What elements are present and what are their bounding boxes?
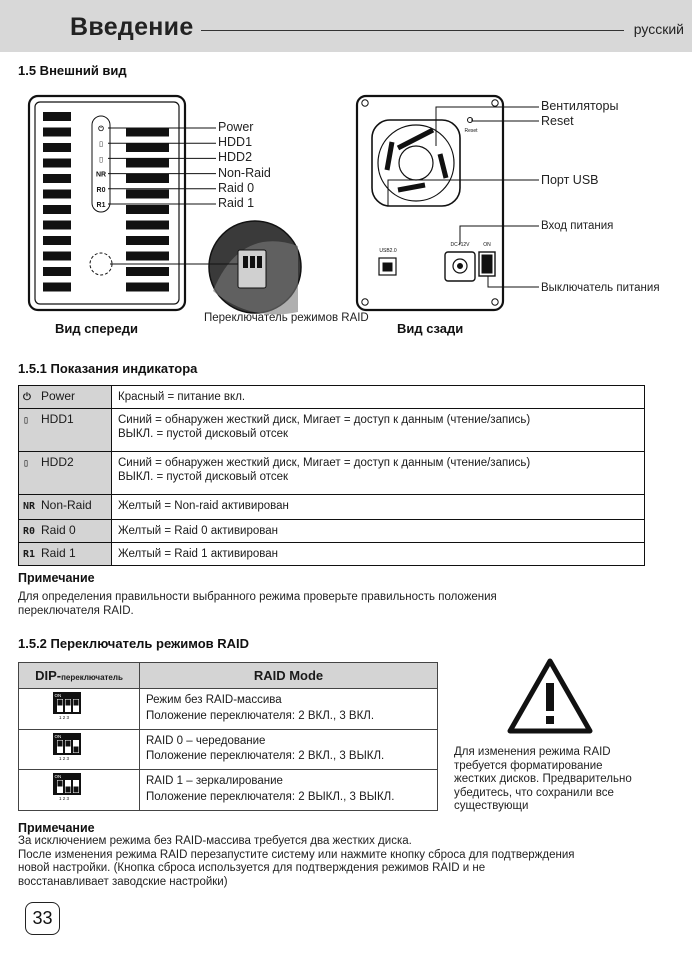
- dip-number-text: 1 2 3: [59, 796, 70, 801]
- indicator-desc-line: Желтый = Raid 0 активирован: [118, 525, 279, 537]
- indicator-name: Non-Raid: [41, 498, 92, 512]
- dip-header-text: DIP-: [35, 668, 62, 683]
- warning-line: Для изменения режима RAID: [454, 746, 611, 758]
- table-row: [19, 386, 645, 409]
- hdd1-icon: ▯: [23, 415, 30, 426]
- indicator-label: [19, 520, 112, 543]
- front-callout-label: Power: [218, 120, 254, 134]
- dip-lever: [66, 740, 71, 746]
- dip-switch-icon: [53, 773, 83, 801]
- vent-slot: [126, 252, 169, 261]
- indicator-desc: [112, 386, 645, 409]
- warning-line: убедитесь, что сохранили все: [454, 786, 614, 799]
- dip-switch-icon: [53, 733, 83, 761]
- vent-slot: [43, 159, 71, 168]
- indicator-label: [19, 543, 112, 566]
- power-icon: ⏻: [23, 392, 31, 403]
- dip-switch-cell: [19, 770, 140, 811]
- dip-lever: [66, 700, 71, 706]
- rear-on-small-label: ON: [483, 242, 491, 248]
- switch-position: Положение переключателя: 2 ВКЛ., 3 ВЫКЛ.: [146, 750, 385, 763]
- vent-slot: [43, 143, 71, 152]
- note-line: За исключением режима без RAID-массива требуется два жестких диска.: [18, 835, 412, 847]
- indicator-name: Raid 1: [41, 546, 76, 560]
- vent-slot: [126, 128, 169, 137]
- front-callout-label: HDD2: [218, 150, 253, 165]
- warning-icon: [506, 657, 594, 737]
- indicator-desc: [112, 409, 645, 452]
- vent-slot: [43, 174, 71, 183]
- table-row: [19, 729, 438, 770]
- indicator-desc: [112, 495, 645, 520]
- raid-note-text: [18, 835, 574, 889]
- dip-lever: [66, 787, 71, 793]
- indicator-name: Raid 0: [41, 523, 76, 537]
- indicator-desc-line: Синий = обнаружен жесткий диск, Мигает = доступ к данным (чтение/запись): [118, 457, 531, 469]
- page-number: 33: [25, 902, 60, 935]
- indicator-label: [19, 452, 112, 495]
- indicator-desc: [112, 520, 645, 543]
- dip-on-text: ON: [54, 693, 62, 698]
- section-raid-title: 1.5.2 Переключатель режимов RAID: [18, 636, 250, 651]
- mode-name: RAID 1 – зеркалирование: [146, 775, 283, 788]
- note-line: Для определения правильности выбранного режима проверьте правильность положения: [18, 591, 497, 603]
- dip-switch-cell: [19, 689, 140, 730]
- rear-reset-small-label: Reset: [464, 128, 478, 134]
- indicator-note-title: Примечание: [18, 571, 95, 585]
- dip-number-text: 1 2 3: [59, 755, 70, 761]
- indicator-desc-line: Желтый = Non-raid активирован: [118, 500, 289, 512]
- page-header: [0, 0, 692, 52]
- vent-slot: [126, 190, 169, 199]
- indicator-desc: [112, 452, 645, 495]
- dip-number-text: 1 2 3: [59, 715, 70, 720]
- indicator-note-text: [18, 591, 497, 618]
- rear-view-caption: Вид сзади: [397, 321, 464, 336]
- dip-switch-icon: [53, 692, 83, 720]
- vent-slot: [126, 236, 169, 245]
- front-callout-label: Raid 0: [218, 180, 255, 195]
- warning-line: требуется форматирование: [454, 759, 603, 772]
- vent-slot: [43, 252, 71, 261]
- note-line: переключателя RAID.: [18, 604, 134, 617]
- dip-lever: [58, 740, 63, 746]
- indicator-table: [18, 385, 645, 566]
- table-row: [19, 520, 645, 543]
- warning-line: жестких дисков. Предварительно: [454, 773, 632, 786]
- front-led-icon: R1: [96, 202, 106, 209]
- table-row: [19, 689, 438, 730]
- rear-callout-power-switch: Выключатель питания: [541, 282, 660, 294]
- table-header-row: [19, 663, 438, 689]
- rear-dc-small-label: DC+12V: [450, 242, 470, 248]
- mode-desc-cell: [140, 729, 438, 770]
- front-view-caption: Вид спереди: [55, 321, 138, 336]
- vent-slot: [126, 143, 169, 152]
- dip-lever: [58, 700, 63, 706]
- dip-on-text: ON: [54, 733, 62, 739]
- table-row: [19, 452, 645, 495]
- header-language: русский: [633, 21, 684, 37]
- vent-slot: [126, 205, 169, 214]
- section-exterior-title: 1.5 Внешний вид: [18, 63, 127, 78]
- raid0-icon: R0: [23, 526, 36, 537]
- rear-callout-fans: Вентиляторы: [541, 99, 619, 113]
- front-led-icon: ▯: [99, 141, 103, 149]
- dip-lever: [58, 781, 63, 787]
- vent-slot: [43, 221, 71, 230]
- note-line: После изменения режима RAID перезапустите систему или нажмите кнопку сброса для подтверждения: [18, 848, 575, 861]
- indicator-name: HDD1: [41, 412, 74, 426]
- header-title: Введение: [70, 13, 194, 41]
- table-row: [19, 409, 645, 452]
- table-row: [19, 543, 645, 566]
- vent-slot: [126, 174, 169, 183]
- rear-callout-power-input: Вход питания: [541, 220, 614, 232]
- vent-slot: [126, 283, 169, 292]
- warning-line: существующи: [454, 800, 529, 813]
- vent-slot: [43, 190, 71, 199]
- note-line: восстанавливает заводские настройки): [18, 875, 228, 888]
- dip-lever: [74, 787, 79, 793]
- mode-desc-cell: [140, 770, 438, 811]
- vent-slot: [126, 159, 169, 168]
- indicator-label: [19, 386, 112, 409]
- front-callout-label: Raid 1: [218, 196, 255, 210]
- dip-column-header: [19, 663, 140, 689]
- vent-slot: [43, 236, 71, 245]
- note-line: новой настройки. (Кнопка сброса используется для подтверждения режимов RAID и не: [18, 862, 486, 874]
- rear-callout-reset: Reset: [541, 114, 574, 128]
- vent-slot: [126, 267, 169, 276]
- front-led-icon: ⏻: [98, 126, 104, 133]
- indicator-desc-line: ВЫКЛ. = пустой дисковый отсек: [118, 428, 289, 440]
- switch-position: Положение переключателя: 2 ВЫКЛ., 3 ВЫКЛ.: [146, 790, 395, 803]
- raid-mode-table: [18, 662, 438, 811]
- indicator-desc-line: ВЫКЛ. = пустой дисковый отсек: [118, 471, 289, 483]
- front-callout-label: Non-Raid: [218, 165, 271, 180]
- raid1-icon: R1: [23, 549, 36, 560]
- indicator-label: [19, 495, 112, 520]
- vent-slot: [43, 205, 71, 214]
- raid-note-title: Примечание: [18, 821, 95, 835]
- switch-position: Положение переключателя: 2 ВКЛ., 3 ВКЛ.: [146, 709, 375, 722]
- indicator-name: Power: [41, 389, 76, 403]
- vent-slot: [43, 112, 71, 121]
- dip-switch-cell: [19, 729, 140, 770]
- indicator-desc: [112, 543, 645, 566]
- table-row: [19, 770, 438, 811]
- dip-lever: [74, 746, 79, 752]
- mode-name: RAID 0 – чередование: [146, 734, 266, 747]
- vent-slot: [43, 267, 71, 276]
- device-illustration: [0, 86, 692, 342]
- vent-slot: [126, 221, 169, 230]
- vent-slot: [43, 283, 71, 292]
- hdd2-icon: ▯: [23, 458, 30, 469]
- dip-on-text: ON: [54, 774, 62, 779]
- header-rule: [201, 30, 624, 31]
- indicator-name: HDD2: [41, 455, 74, 469]
- dip-levers: [57, 780, 79, 793]
- indicator-desc-line: Красный = питание вкл.: [118, 391, 246, 403]
- rear-view-drawing: [357, 96, 503, 310]
- section-indicator-title: 1.5.1 Показания индикатора: [18, 361, 198, 376]
- indicator-desc-line: Синий = обнаружен жесткий диск, Мигает = доступ к данным (чтение/запись): [118, 414, 531, 426]
- mode-column-header: RAID Mode: [140, 663, 438, 689]
- raid-switch-label: Переключатель режимов RAID: [204, 312, 369, 324]
- dip-levers: [57, 699, 79, 712]
- mode-desc-cell: [140, 689, 438, 730]
- front-callout-label: HDD1: [218, 135, 253, 150]
- front-led-icon: ▯: [99, 156, 103, 164]
- front-led-icon: NR: [95, 171, 107, 179]
- rear-usb-small-label: USB2.0: [379, 248, 397, 254]
- rear-callout-usb: Порт USB: [541, 173, 599, 187]
- front-led-icon: R0: [96, 186, 106, 194]
- dip-header-small: переключатель: [61, 673, 123, 682]
- non-raid-icon: NR: [23, 501, 36, 512]
- vent-slot: [43, 128, 71, 137]
- mode-name: Режим без RAID-массива: [146, 694, 282, 707]
- dip-lever: [74, 700, 79, 706]
- indicator-label: [19, 409, 112, 452]
- dip-levers: [57, 740, 79, 753]
- warning-text: [454, 746, 669, 814]
- indicator-desc-line: Желтый = Raid 1 активирован: [118, 548, 279, 560]
- table-row: [19, 495, 645, 520]
